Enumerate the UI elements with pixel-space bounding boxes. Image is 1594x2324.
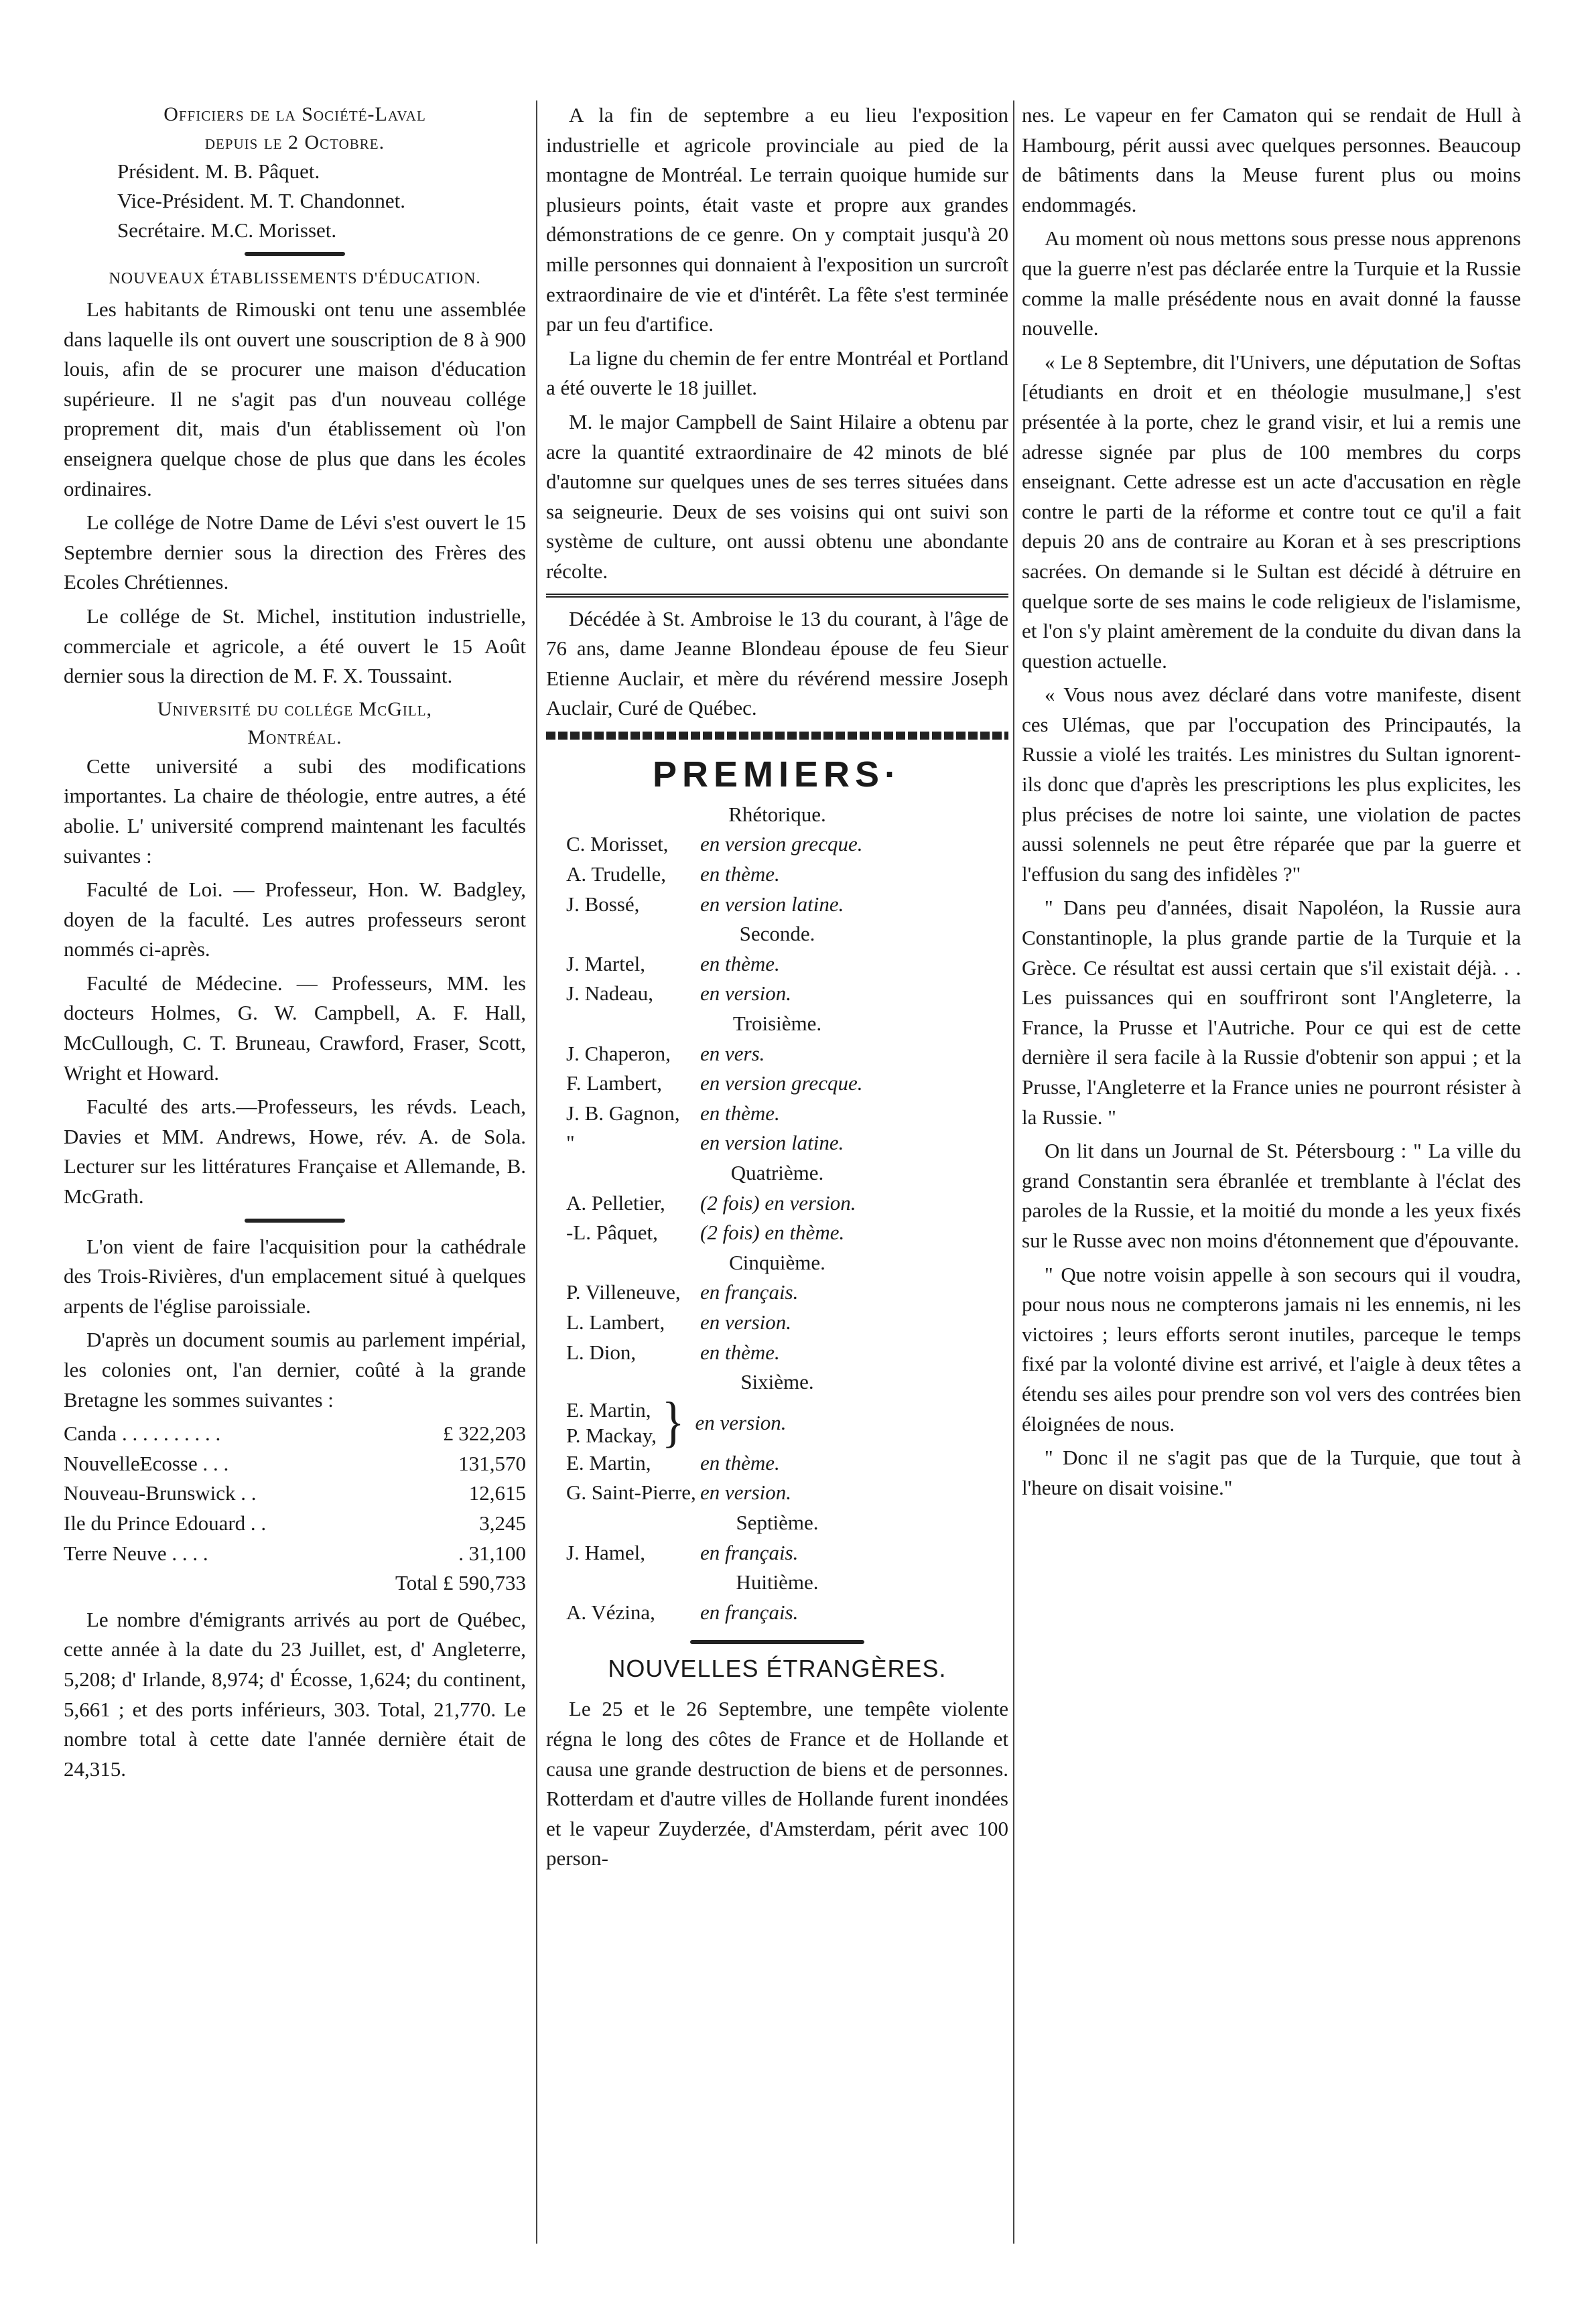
prize-name: F. Lambert, [566,1071,663,1095]
prize-entry [546,1099,1008,1129]
prize-name: J. Martel, [566,951,645,975]
class-heading: Quatrième. [730,1161,824,1184]
prize-entry [546,1448,1008,1479]
prize-subject: en thème. [700,1450,780,1475]
paragraph-napoleon: " Dans peu d'années, disait Napoléon, la Russie aura Constantinople, la plus grande partie de la Turquie et la Grèce. Ce résultat est aussi certain que s'il existait déjà. . . Les puissances qui en souffriront sont l'Angleterre, la France, la Prusse et l'Autriche. Pour ce qui est de cette dernière il sera facile à la Russie d'obtenir son appui ; et la Prusse, l'Angleterre et la France unies ne pourront résister à la Russie. " [1022,896,1521,1129]
paragraph-colonies: D'après un document soumis au parlement impérial, les colonies ont, l'an dernier, coûté à la grande Bretagne les sommes suivantes : [64,1328,526,1412]
colony-row [64,1539,526,1569]
paragraph-faculte-loi: Faculté de Loi. — Professeur, Hon. W. Badgley, doyen de la faculté. Les autres professeurs seront nommés ci-après. [64,878,526,961]
prize-entry [546,1308,1008,1338]
paragraph-faculte-medecine: Faculté de Médecine. — Professeurs, MM. les docteurs Holmes, G. W. Campbell, A. F. Hall, McCullough, C. T. Bruneau, Crawford, Fraser, Scott, Wright et Howard. [64,971,526,1085]
prize-subject: en version. [695,1410,787,1434]
prize-entry [546,1188,1008,1219]
prize-entry [546,1218,1008,1248]
prize-subject: en français. [700,1600,799,1624]
prize-name: L. Dion, [566,1340,637,1364]
prize-name: L. Lambert, [566,1310,665,1334]
class-heading: Sixième. [740,1370,814,1394]
paragraph-deces: Décédée à St. Ambroise le 13 du courant, à l'âge de 76 ans, dame Jeanne Blondeau épouse de feu Sieur Etienne Auclair, et mère du révérend messire Joseph Auclair, Curé de Québec. [546,606,1008,720]
officer-president: Président. M. B. Pâquet. [117,159,320,183]
prize-subject: en version latine. [700,1131,844,1155]
prize-entry [546,890,1008,920]
prize-entry [546,979,1008,1009]
officer-vice-president: Vice-Président. M. T. Chandonnet. [117,189,406,212]
prize-entry [546,860,1008,890]
prize-name: J. Bossé, [566,892,640,916]
prize-entry [546,1069,1008,1099]
paragraph-mcgill: Cette université a subi des modifications importantes. La chaire de théologie, entre autres, a été abolie. L' université comprend maintenant les facultés suivantes : [64,754,526,868]
paragraph-chemin-de-fer: La ligne du chemin de fer entre Montréal et Portland a été ouverte le 18 juillet. [546,346,1008,400]
mcgill-heading: Université du collége McGill, [157,697,433,720]
prize-entry [546,1538,1008,1568]
paragraph-rimouski: Les habitants de Rimouski ont tenu une assemblée dans laquelle ils ont ouvert une souscription de 8 à 900 louis, afin de se procurer une maison d'éducation supérieure. Il ne s'agit pas d'un nouveau collége proprement dit, mais d'un établissement où l'on enseignera quelque chose de plus que dans les écoles ordinaires. [64,297,526,500]
prize-subject: en français. [700,1280,799,1304]
prize-name: J. Chaperon, [566,1041,671,1065]
stripe-divider [546,732,1008,740]
colonies-table [64,1419,526,1568]
colony-row [64,1479,526,1509]
prize-subject: en version. [700,1481,792,1505]
class-heading: Seconde. [739,922,815,946]
prize-subject: en vers. [700,1041,765,1065]
prize-entry [546,1338,1008,1368]
prize-subject: en version grecque. [700,1071,863,1095]
colony-name: Terre Neuve . . . . [64,1541,208,1565]
prize-name: J. Hamel, [566,1540,645,1564]
prize-name: E. Martin, [566,1450,651,1475]
ornament-divider [64,249,526,259]
prize-subject: en thème. [700,1101,780,1125]
prize-subject: en version grecque. [700,832,863,856]
colony-name: Nouveau-Brunswick . . [64,1481,257,1505]
colony-row [64,1509,526,1539]
colony-amount: 131,570 [458,1451,526,1475]
prize-name: A. Trudelle, [566,862,666,886]
colony-amount: . 31,100 [458,1541,526,1565]
paragraph-emigrants: Le nombre d'émigrants arrivés au port de Québec, cette année à la date du 23 Juillet, est, d' Angleterre, 5,208; d' Irlande, 8,974; d' Écosse, 1,624; du continent, 5,661 ; et des ports inférieurs, 303. Total, 21,770. Le nombre total à cette date l'année dernière était de 24,315. [64,1607,526,1781]
paragraph-voisin: " Que notre voisin appelle à son secours qui il voudra, pour nous nous ne compterons jamais ni les ennemis, ni les victoires ; leurs efforts seront inutiles, parceque le temps fixé par la volonté divine est arrivé, et l'aigle à deux têtes a étendu ses ailes pour prendre son vol vers des contrées bien éloignées de nous. [1022,1262,1521,1436]
prize-name: P. Villeneuve, [566,1280,681,1304]
prize-subject: en thème. [700,862,780,886]
class-heading: Troisième. [732,1012,822,1036]
colony-row [64,1449,526,1479]
prize-name: E. Martin, [566,1397,651,1422]
paragraph-turquie: " Donc il ne s'agit pas que de la Turquie, que tout à l'heure on disait voisine." [1022,1446,1521,1499]
paragraph-st-michel: Le collége de St. Michel, institution industrielle, commerciale et agricole, a été ouvert le 15 Août dernier sous la direction de M. F. X. Toussaint. [64,604,526,688]
prize-entry [546,1278,1008,1308]
paragraph-ulemas: « Vous nous avez déclaré dans votre manifeste, disent ces Ulémas, que par l'occupation des Principautés, la Russie a violé les traités. Les ministres du Sultan ignorent-ils donc que d'après les prescriptions les plus explicites, les plus précises de notre loi sainte, une violation de pactes aussi solennels ne peut être réparée que par la guerre et l'effusion du sang des infidèles ?" [1022,683,1521,886]
prize-subject: en version. [700,981,792,1006]
prize-name: C. Morisset, [566,832,669,856]
prize-name: " [566,1131,575,1155]
prize-subject: en version latine. [700,892,844,916]
class-heading: Septième. [736,1510,819,1534]
prize-name: G. Saint-Pierre, [566,1481,696,1505]
prize-subject: (2 fois) en version. [700,1190,856,1215]
prize-entry [546,949,1008,979]
paragraph-guerre: Au moment où nous mettons sous presse nous apprenons que la guerre n'est pas déclarée entre la Turquie et la Russie comme la malle présédente nous en avait donné la fausse nouvelle. [1022,226,1521,340]
prize-subject: en français. [700,1540,799,1564]
prize-subject: (2 fois) en thème. [700,1221,845,1245]
class-heading: Cinquième. [729,1250,825,1274]
column-right [1022,100,1521,1507]
paragraph-continuation: nes. Le vapeur en fer Camaton qui se rendait de Hull à Hambourg, périt aussi avec quelques personnes. Beaucoup de bâtiments dans la Meuse furent plus ou moins endommagés. [1022,103,1521,216]
prize-name: J. B. Gagnon, [566,1101,680,1125]
paragraph-campbell: M. le major Campbell de Saint Hilaire a obtenu par acre la quantité extraordinaire de 42 minots de blé d'automne sur quelques unes de ses terres situées dans sa seigneurie. Deux de ses voisins qui ont suivi son système de culture, ont aussi obtenu une abondante récolte. [546,409,1008,583]
colony-name: Canda . . . . . . . . . . [64,1422,221,1446]
colonies-total: Total £ 590,733 [395,1571,526,1595]
prize-name: J. Nadeau, [566,981,653,1006]
column-rule-left [536,100,537,2244]
premiers-list [546,800,1008,1367]
prize-entry [546,829,1008,860]
prize-entry [546,1039,1008,1069]
colony-amount: 3,245 [479,1511,526,1535]
colony-amount: 12,615 [468,1481,526,1505]
ornament-divider [64,1216,526,1225]
paragraph-cathedrale: L'on vient de faire l'acquisition pour la cathédrale des Trois-Rivières, d'un emplacement situé à quelques arpents de l'église paroissiale. [64,1234,526,1318]
prize-subject: en thème. [700,1340,780,1364]
colony-name: Ile du Prince Edouard . . [64,1511,267,1535]
sixieme-list [546,1448,1008,1508]
prize-name: -L. Pâquet, [566,1221,658,1245]
column-rule-right [1013,100,1014,2244]
section-divider [546,594,1008,598]
prize-subject: en thème. [700,951,780,975]
paragraph-tempete: Le 25 et le 26 Septembre, une tempête violente régna le long des côtes de France et de Hollande et causa une grande destruction de biens et de personnes. Rotterdam et d'autre villes de Hollande furent inondées et le vapeur Zuyderzée, d'Amsterdam, périt avec 100 person- [546,1697,1008,1870]
sixieme-brace-group [546,1391,1008,1454]
officers-heading: Officiers de la Société-Laval [163,103,426,125]
paragraph-faculte-arts: Faculté des arts.—Professeurs, les révds. Leach, Davies et MM. Andrews, Howe, rév. A. de Sola. Lecturer sur les littératures Française et Allemande, B. McGrath. [64,1095,526,1209]
class-heading: Rhétorique. [728,802,826,826]
premiers-list-end [546,1508,1008,1627]
colony-amount: £ 322,203 [443,1422,526,1446]
brace-glyph: } [661,1391,685,1454]
officer-secretary: Secrétaire. M.C. Morisset. [117,218,337,242]
prize-entry [546,1128,1008,1158]
etrangeres-heading: NOUVELLES ÉTRANGÈRES. [608,1655,947,1683]
paragraph-exposition: A la fin de septembre a eu lieu l'exposition industrielle et agricole provinciale au pied de la montagne de Montréal. Le terrain quoique humide sur plusieurs points, était vaste et propre aux grandes démonstrations de ce genre. On y comptait jusqu'à 20 mille personnes qui donnaient à l'exposition un surcroît extraordinaire de vie et d'intérêt. La fête s'est terminée par un feu d'artifice. [546,103,1008,336]
ornament-divider [546,1637,1008,1646]
column-middle [546,100,1008,1878]
etablissements-heading: NOUVEAUX ÉTABLISSEMENTS D'ÉDUCATION. [109,270,481,287]
prize-subject: en version. [700,1310,792,1334]
paragraph-levi: Le collége de Notre Dame de Lévi s'est ouvert le 15 Septembre dernier sous la direction des Frères des Ecoles Chrétiennes. [64,510,526,594]
paragraph-univers: « Le 8 Septembre, dit l'Univers, une députation de Softas [étudiants en droit et en théologie musulmane,] s'est présentée à la porte, chez le grand visir, et lui a remis une adresse signée par plus de 100 membres du corps enseignant. Cette adresse est un acte d'accusation en règle contre le parti de la réforme et contre tout ce qu'il a fait depuis 20 ans de contraire au Koran et à ses prescriptions sacrées. On demande si le Sultan est décidé à détruire en quelque sorte de ses mains le code religieux de l'islamisme, et l'on s'y plaint amèrement de la conduite du divan dans la question actuelle. [1022,350,1521,673]
prize-entry [546,1478,1008,1508]
colony-row [64,1419,526,1449]
column-left [64,100,526,1788]
mcgill-subheading: Montréal. [247,726,342,748]
sixieme-block [546,1367,1008,1508]
premiers-title: PREMIERS· [652,754,903,795]
officers-subheading: depuis le 2 Octobre. [204,131,385,153]
class-heading: Huitième. [736,1570,819,1594]
colony-name: NouvelleEcosse . . . [64,1451,229,1475]
paragraph-journal: On lit dans un Journal de St. Pétersbourg : " La ville du grand Constantin sera ébranlée et tremblante à l'éclat des paroles de la Russie, et la moitié du monde a les yeux fixés sur le Russe avec non moins d'étonnement que d'épouvante. [1022,1139,1521,1252]
prize-name: A. Vézina, [566,1600,655,1624]
prize-entry [546,1598,1008,1628]
prize-name: P. Mackay, [566,1423,657,1447]
prize-name: A. Pelletier, [566,1190,665,1215]
